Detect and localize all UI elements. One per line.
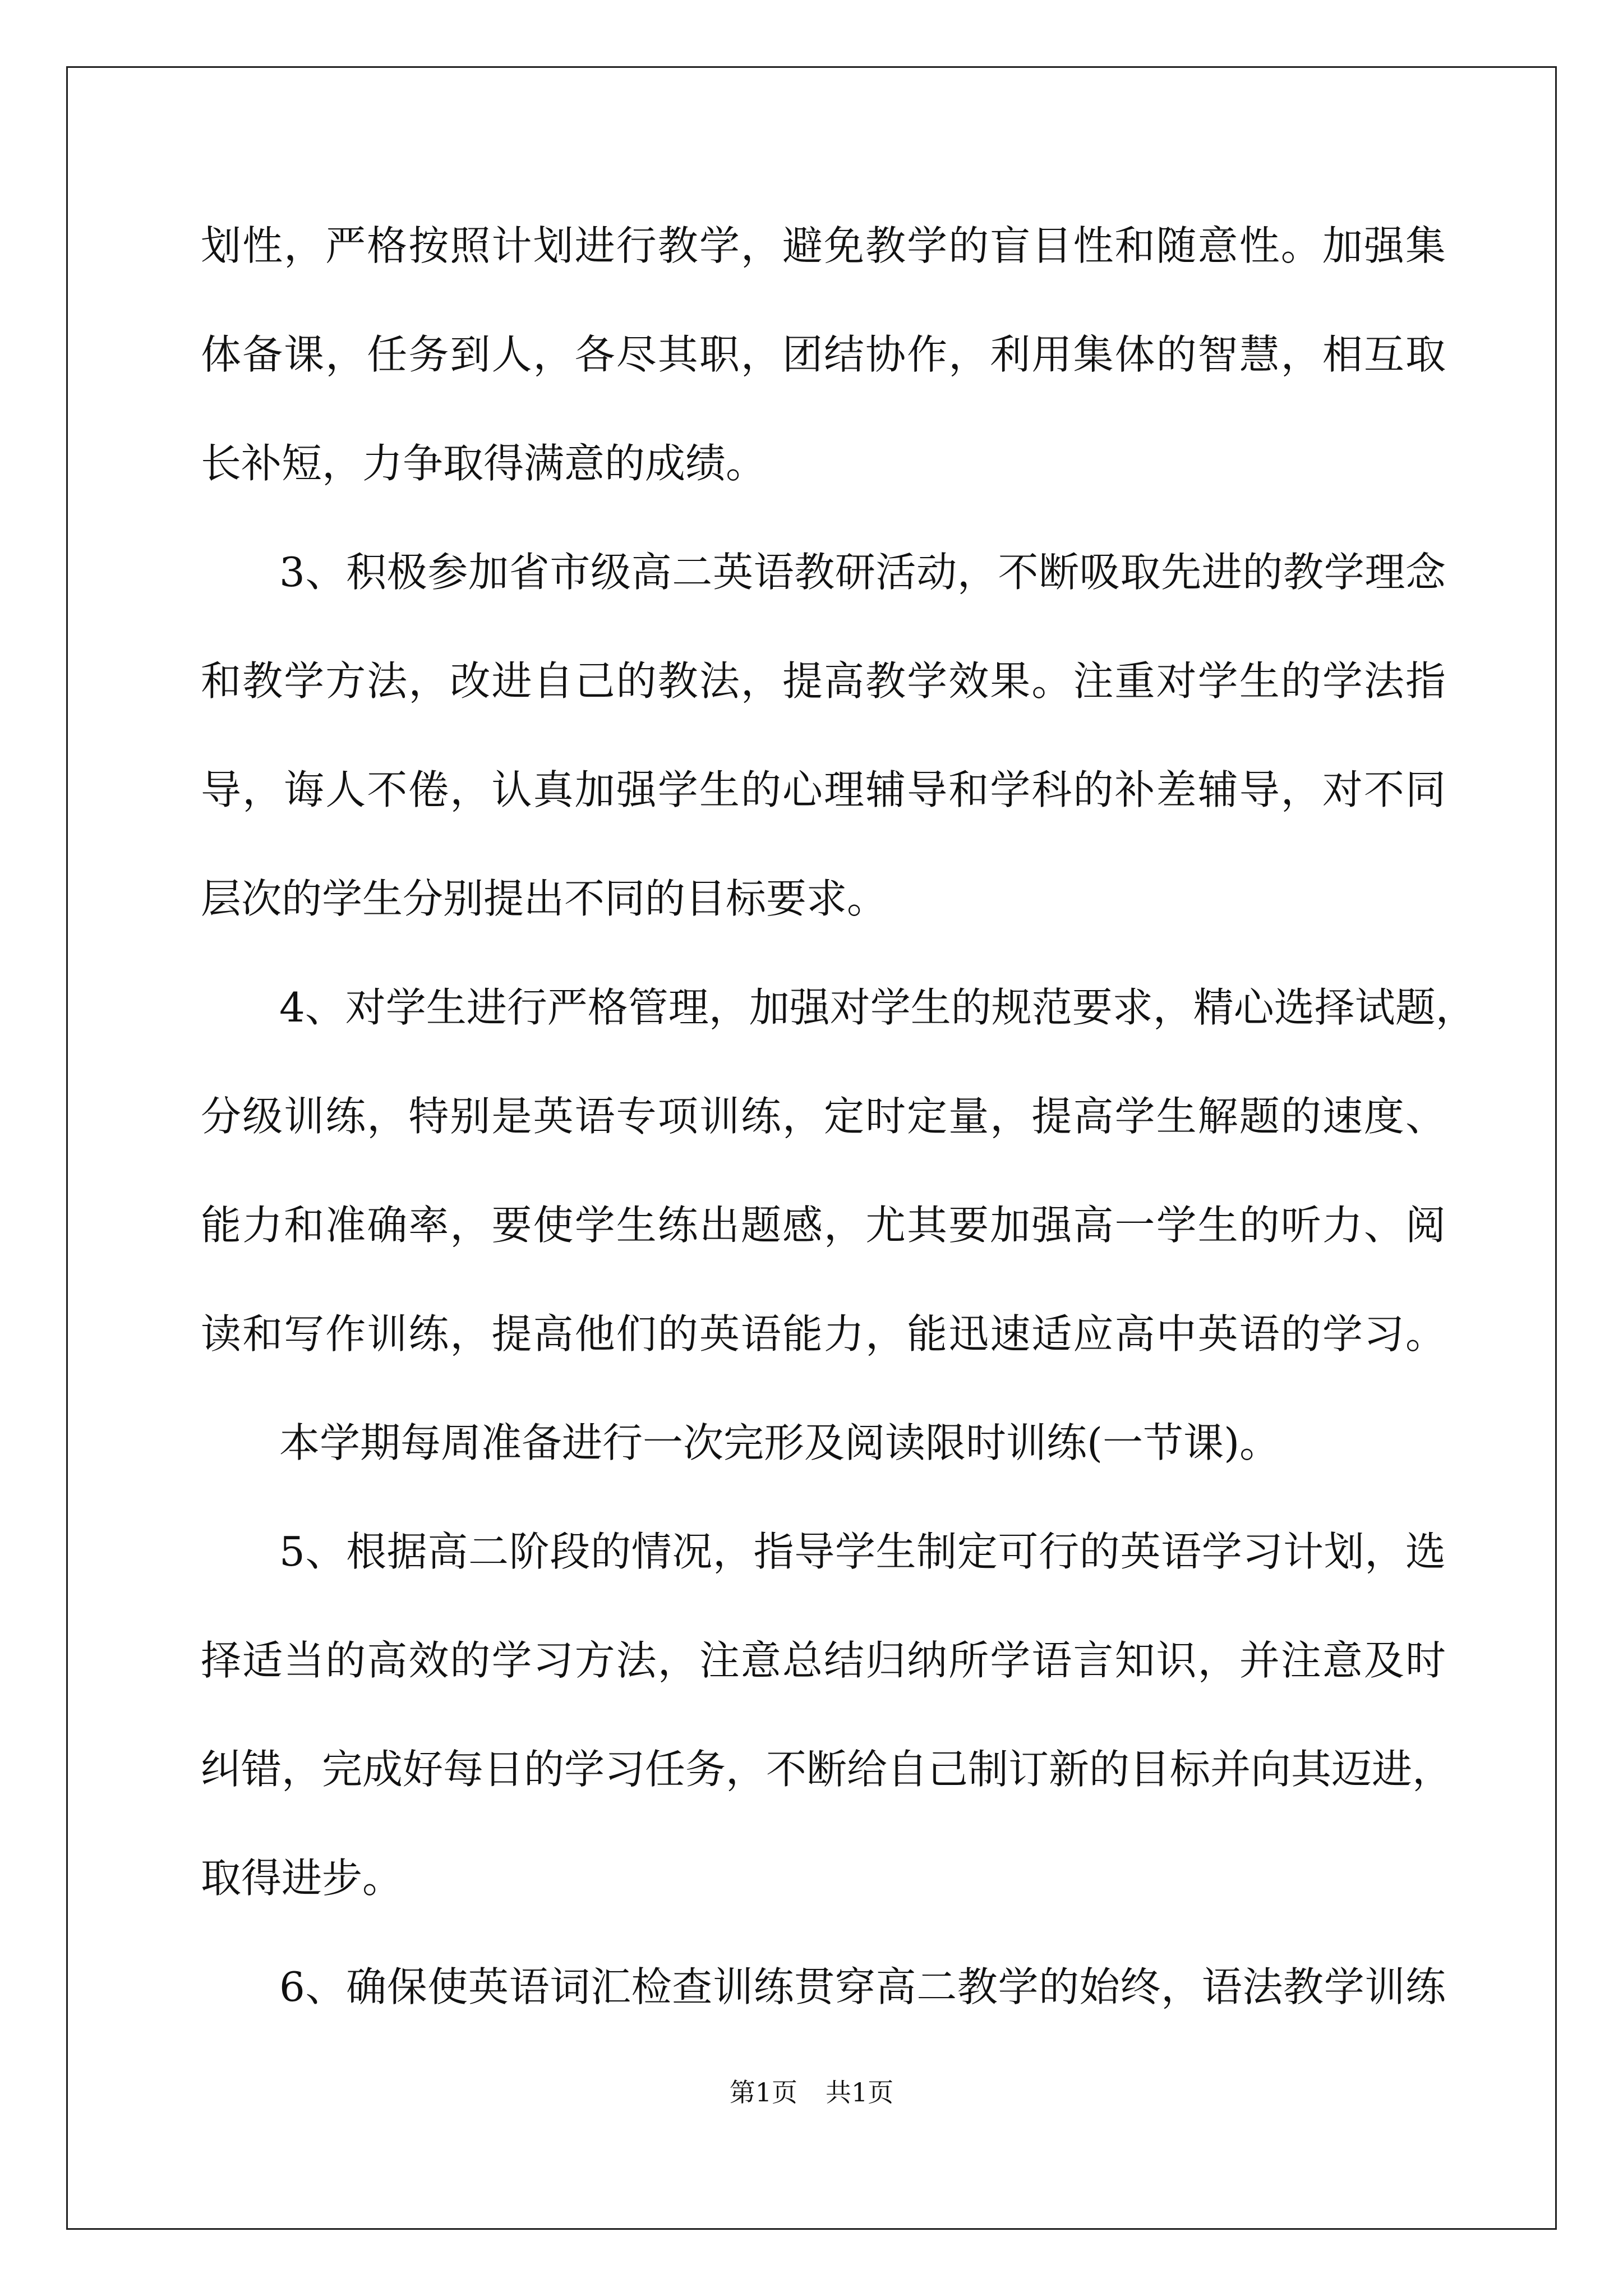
- text-line: 划性，严格按照计划进行教学，避免教学的盲目性和随意性。加强集: [201, 222, 1446, 269]
- text-line: 长补短，力争取得满意的成绩。: [201, 440, 767, 487]
- text-line: 体备课，任务到人，各尽其职，团结协作，利用集体的智慧，相互取: [201, 331, 1446, 378]
- text-line: 3、积极参加省市级高二英语教研活动，不断吸取先进的教学理念: [279, 549, 1446, 596]
- text-line: 4、对学生进行严格管理，加强对学生的规范要求，精心选择试题，: [279, 984, 1476, 1031]
- page-total: 共1页: [826, 2077, 894, 2108]
- page-footer: [0, 2076, 1623, 2109]
- page-number: 第1页: [729, 2077, 797, 2108]
- text-line: 取得进步。: [201, 1855, 403, 1902]
- text-line: 层次的学生分别提出不同的目标要求。: [201, 875, 888, 922]
- text-line: 分级训练，特别是英语专项训练，定时定量，提高学生解题的速度、: [201, 1093, 1446, 1140]
- text-line: 本学期每周准备进行一次完形及阅读限时训练(一节课)。: [279, 1419, 1280, 1466]
- text-line: 导，诲人不倦，认真加强学生的心理辅导和学科的补差辅导，对不同: [201, 766, 1446, 813]
- text-line: 读和写作训练，提高他们的英语能力，能迅速适应高中英语的学习。: [201, 1310, 1446, 1358]
- text-line: 5、根据高二阶段的情况，指导学生制定可行的英语学习计划，选: [279, 1528, 1446, 1575]
- text-line: 择适当的高效的学习方法，注意总结归纳所学语言知识，并注意及时: [201, 1637, 1446, 1684]
- text-line: 6、确保使英语词汇检查训练贯穿高二教学的始终，语法教学训练: [279, 1963, 1446, 2010]
- text-line: 能力和准确率，要使学生练出题感，尤其要加强高一学生的听力、阅: [201, 1202, 1446, 1249]
- text-line: 和教学方法，改进自己的教法，提高教学效果。注重对学生的学法指: [201, 657, 1446, 705]
- text-line: 纠错，完成好每日的学习任务，不断给自己制订新的目标并向其迈进，: [201, 1746, 1453, 1793]
- document-body: [201, 218, 1476, 2068]
